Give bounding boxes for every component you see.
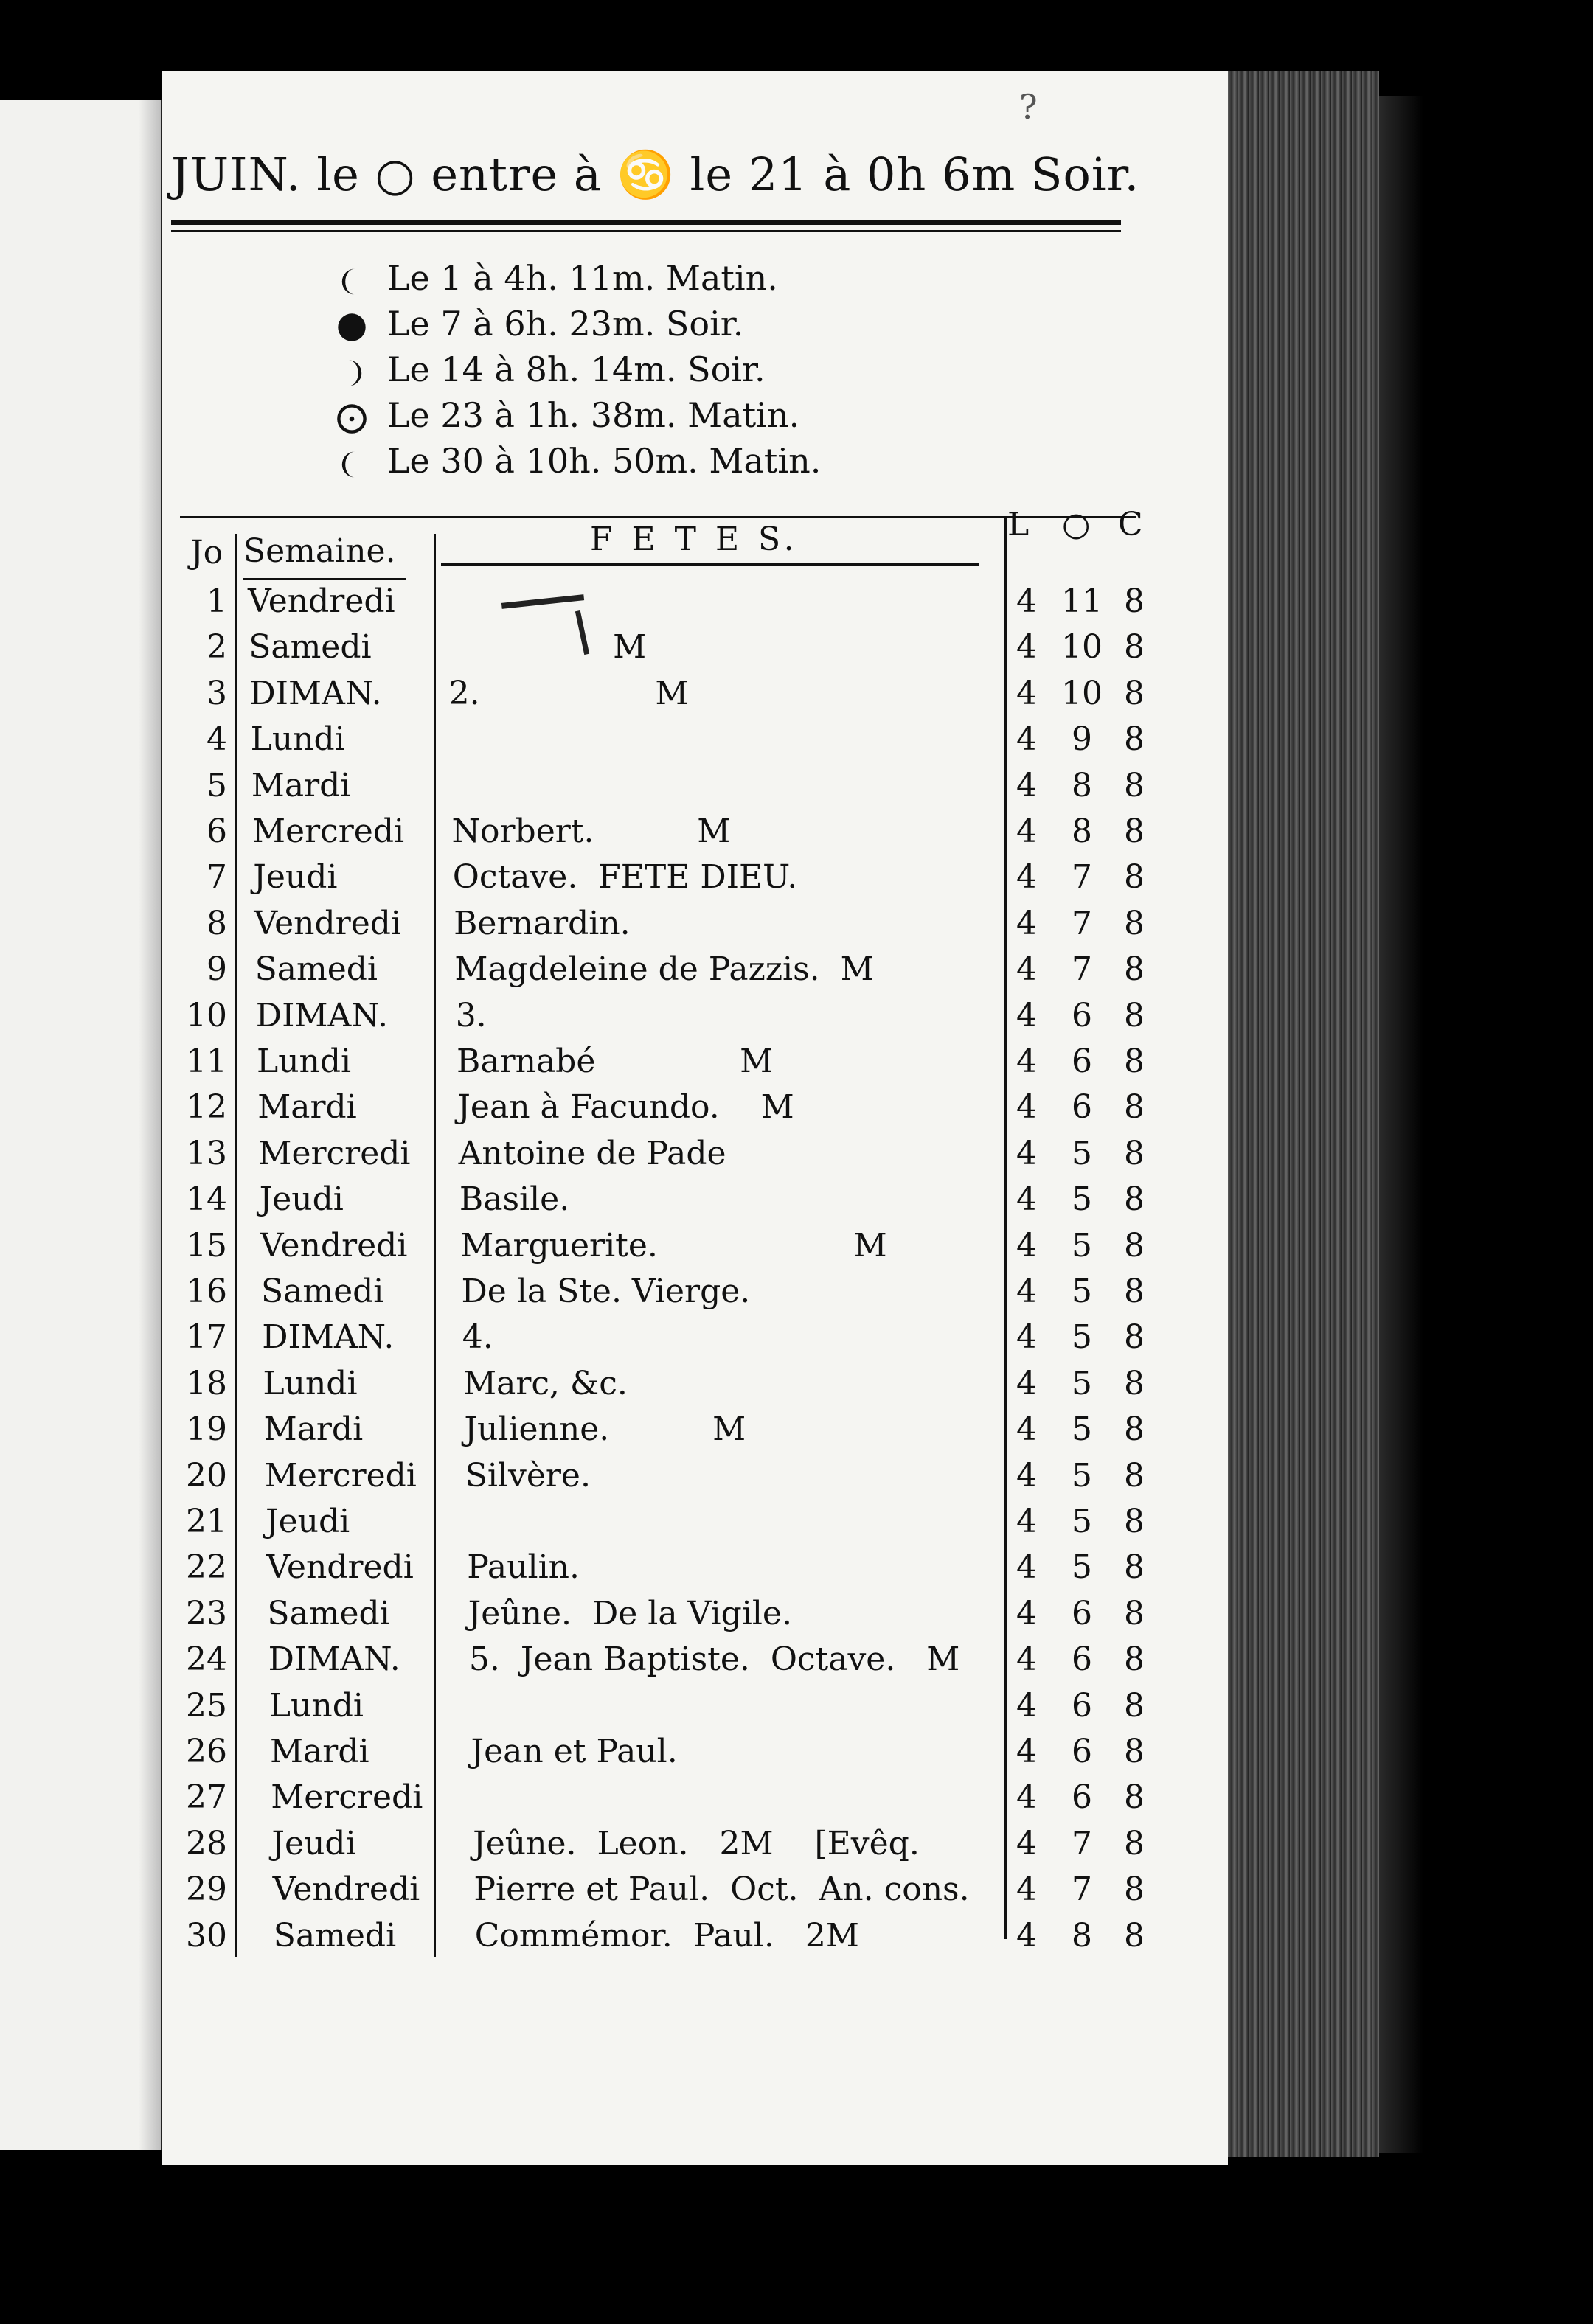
weekday: Jeudi [259, 1180, 344, 1219]
col-c-value: 8 [1124, 1364, 1145, 1402]
day-number: 17 [186, 1318, 227, 1357]
col-o-value: 5 [1072, 1456, 1092, 1495]
day-number: 8 [206, 904, 227, 942]
first-quarter-moon-icon [336, 357, 368, 389]
weekday: Vendredi [248, 582, 395, 620]
col-l-value: 4 [1016, 1226, 1037, 1264]
col-o-value: 5 [1072, 1180, 1092, 1219]
feast-text: Jeûne. Leon. 2M [Evêq. [473, 1824, 920, 1862]
day-number: 7 [206, 858, 227, 897]
moon-phase-text: Le 1 à 4h. 11m. Matin. [387, 258, 778, 298]
weekday: Mardi [257, 1088, 357, 1127]
col-l-value: 4 [1016, 1088, 1037, 1127]
col-o-value: 9 [1072, 720, 1092, 759]
header-week-underline [243, 578, 406, 580]
table-row [0, 1227, 1180, 1273]
col-c-value: 8 [1124, 1410, 1145, 1449]
table-row [0, 1318, 1180, 1364]
weekday: Vendredi [266, 1548, 414, 1587]
weekday: Samedi [249, 628, 372, 667]
col-o-value: 7 [1072, 858, 1092, 897]
feast-text: 3. [455, 996, 487, 1034]
feast-text: Bernardin. [454, 904, 631, 942]
day-number: 16 [186, 1273, 227, 1310]
col-c-value: 8 [1124, 582, 1145, 620]
col-c-value: 8 [1124, 766, 1145, 804]
weekday: Mardi [263, 1410, 364, 1449]
title-rule [171, 220, 1121, 225]
book-page-edges [1228, 71, 1379, 2157]
table-row [0, 1871, 1180, 1916]
table-top-rule [180, 516, 1136, 518]
weekday: Vendredi [260, 1226, 408, 1264]
day-number: 25 [186, 1686, 227, 1725]
col-l-value: 4 [1016, 813, 1037, 850]
col-l-value: 4 [1016, 582, 1037, 620]
page-title: JUIN. le ○ entre à ♋ le 21 à 0h 6m Soir. [171, 147, 1140, 201]
table-row [0, 1135, 1180, 1180]
col-c-value: 8 [1124, 628, 1145, 667]
table-row [0, 1410, 1180, 1456]
col-l-value: 4 [1016, 950, 1037, 989]
day-number: 30 [186, 1916, 227, 1955]
col-c-value: 8 [1124, 1916, 1145, 1955]
col-o-value: 7 [1072, 950, 1092, 989]
weekday: Samedi [254, 950, 378, 989]
feast-text: Octave. FETE DIEU. [452, 858, 798, 897]
weekday: Lundi [250, 720, 345, 759]
weekday: Mercredi [271, 1778, 423, 1817]
col-c-value: 8 [1124, 720, 1145, 759]
last-quarter-moon-icon [336, 448, 368, 481]
table-row [0, 1595, 1180, 1641]
col-l-value: 4 [1016, 1594, 1037, 1632]
col-l-value: 4 [1016, 1503, 1037, 1540]
col-o-value: 8 [1072, 766, 1092, 804]
col-l-value: 4 [1016, 1043, 1037, 1080]
weekday: Mardi [251, 766, 351, 804]
col-c-value: 8 [1124, 950, 1145, 989]
new-moon-icon [336, 311, 368, 344]
col-c-value: 8 [1124, 1503, 1145, 1540]
weekday: Lundi [257, 1043, 352, 1080]
col-o-value: 5 [1072, 1364, 1092, 1402]
weekday: DIMAN. [255, 996, 388, 1034]
day-number: 6 [206, 813, 227, 850]
day-number: 20 [186, 1456, 227, 1495]
table-row [0, 767, 1180, 813]
day-number: 22 [186, 1548, 227, 1587]
col-l-value: 4 [1016, 1686, 1037, 1725]
col-l-value: 4 [1016, 858, 1037, 897]
title-rule-thin [171, 230, 1121, 232]
weekday: DIMAN. [249, 674, 382, 712]
feast-text: Magdeleine de Pazzis. M [454, 950, 874, 989]
header-fetes: F E T E S. [590, 521, 799, 558]
col-l-value: 4 [1016, 720, 1037, 759]
day-number: 15 [186, 1226, 227, 1264]
header-o: ○ [1062, 506, 1091, 543]
col-l-value: 4 [1016, 996, 1037, 1034]
table-row [0, 813, 1180, 858]
day-number: 13 [186, 1134, 227, 1172]
day-number: 12 [186, 1088, 227, 1127]
col-c-value: 8 [1124, 996, 1145, 1034]
col-o-value: 6 [1072, 1641, 1092, 1679]
moon-phase-text: Le 30 à 10h. 50m. Matin. [387, 441, 822, 481]
feast-text: 5. Jean Baptiste. Octave. M [468, 1641, 960, 1679]
col-c-value: 8 [1124, 1641, 1145, 1679]
feast-text: Jeûne. De la Vigile. [468, 1594, 792, 1632]
feast-text: Silvère. [465, 1456, 591, 1495]
col-l-value: 4 [1016, 628, 1037, 667]
col-c-value: 8 [1124, 1273, 1145, 1310]
feast-text: 4. [462, 1318, 493, 1357]
moon-phase-text: Le 23 à 1h. 38m. Matin. [387, 395, 800, 435]
day-number: 4 [206, 720, 227, 759]
pencil-mark: ? [1019, 87, 1038, 127]
table-row [0, 858, 1180, 904]
header-week: Semaine. [243, 532, 396, 570]
col-c-value: 8 [1124, 674, 1145, 712]
table-row [0, 997, 1180, 1043]
day-number: 28 [186, 1824, 227, 1862]
day-number: 23 [186, 1594, 227, 1632]
feast-text: Norbert. M [451, 813, 731, 850]
col-l-value: 4 [1016, 1318, 1037, 1357]
weekday: DIMAN. [262, 1318, 395, 1357]
col-o-value: 8 [1072, 813, 1092, 850]
col-o-value: 6 [1072, 1088, 1092, 1127]
feast-text: Jean et Paul. [471, 1733, 678, 1770]
table-row [0, 1088, 1180, 1134]
weekday: Mercredi [252, 813, 405, 850]
moon-phase-text: Le 7 à 6h. 23m. Soir. [387, 304, 744, 344]
col-l-value: 4 [1016, 1134, 1037, 1172]
col-o-value: 10 [1061, 674, 1103, 712]
col-c-value: 8 [1124, 813, 1145, 850]
col-o-value: 6 [1072, 1594, 1092, 1632]
feast-text: Basile. [459, 1180, 570, 1219]
weekday: DIMAN. [268, 1641, 400, 1679]
feast-text: Jean à Facundo. M [457, 1088, 794, 1127]
table-row [0, 1917, 1180, 1963]
col-o-value: 6 [1072, 1686, 1092, 1725]
weekday: Jeudi [271, 1824, 356, 1862]
weekday: Jeudi [253, 858, 338, 897]
table-row [0, 720, 1180, 766]
day-number: 5 [206, 766, 227, 804]
day-number: 18 [186, 1364, 227, 1402]
weekday: Mercredi [258, 1134, 411, 1172]
weekday: Samedi [267, 1594, 390, 1632]
table-row [0, 905, 1180, 950]
table-row [0, 1825, 1180, 1871]
table-row [0, 582, 1180, 628]
col-o-value: 5 [1072, 1548, 1092, 1587]
header-fetes-underline [441, 563, 979, 566]
table-row [0, 1778, 1180, 1824]
col-c-value: 8 [1124, 1043, 1145, 1080]
col-c-value: 8 [1124, 1594, 1145, 1632]
feast-text: De la Ste. Vierge. [461, 1273, 751, 1310]
header-c: C [1118, 506, 1143, 543]
col-o-value: 6 [1072, 1733, 1092, 1770]
weekday: Mercredi [264, 1456, 417, 1495]
weekday: Samedi [273, 1916, 397, 1955]
feast-text: 2. M [448, 674, 689, 712]
table-row [0, 675, 1180, 720]
col-o-value: 6 [1072, 996, 1092, 1034]
col-c-value: 8 [1124, 1778, 1145, 1817]
col-l-value: 4 [1016, 1916, 1037, 1955]
col-l-value: 4 [1016, 1733, 1037, 1770]
col-c-value: 8 [1124, 1088, 1145, 1127]
col-o-value: 6 [1072, 1043, 1092, 1080]
header-l: L [1007, 506, 1030, 543]
col-o-value: 8 [1072, 1916, 1092, 1955]
col-c-value: 8 [1124, 1456, 1145, 1495]
weekday: Vendredi [272, 1871, 420, 1909]
moon-phase-text: Le 14 à 8h. 14m. Soir. [387, 349, 766, 389]
col-o-value: 5 [1072, 1273, 1092, 1310]
col-c-value: 8 [1124, 1733, 1145, 1770]
table-row [0, 950, 1180, 996]
day-number: 29 [186, 1871, 227, 1909]
col-o-value: 7 [1072, 1824, 1092, 1862]
weekday: Samedi [261, 1273, 384, 1310]
day-number: 10 [186, 996, 227, 1034]
feast-text: Paulin. [467, 1548, 580, 1587]
col-o-value: 6 [1072, 1778, 1092, 1817]
weekday: Jeudi [266, 1503, 350, 1540]
day-number: 11 [186, 1043, 227, 1080]
day-number: 3 [206, 674, 227, 712]
col-o-value: 11 [1061, 582, 1103, 620]
feast-text: Commémor. Paul. 2M [474, 1916, 859, 1955]
col-l-value: 4 [1016, 766, 1037, 804]
header-day: Jo [190, 534, 223, 571]
col-o-value: 10 [1061, 628, 1103, 667]
col-o-value: 7 [1072, 904, 1092, 942]
day-number: 21 [186, 1503, 227, 1540]
feast-text: Julienne. M [464, 1410, 746, 1449]
table-row [0, 628, 1180, 674]
col-l-value: 4 [1016, 1641, 1037, 1679]
book-cover-edge [1379, 96, 1423, 2153]
col-l-value: 4 [1016, 1364, 1037, 1402]
weekday: Lundi [268, 1686, 364, 1725]
feast-text: Pierre et Paul. Oct. An. cons. [473, 1871, 970, 1909]
feast-text: Antoine de Pade [458, 1134, 726, 1172]
table-row [0, 1043, 1180, 1088]
col-o-value: 5 [1072, 1410, 1092, 1449]
col-c-value: 8 [1124, 1824, 1145, 1862]
feast-text: M [448, 628, 647, 667]
col-l-value: 4 [1016, 1778, 1037, 1817]
day-number: 26 [186, 1733, 227, 1770]
day-number: 9 [206, 950, 227, 989]
col-c-value: 8 [1124, 858, 1145, 897]
col-c-value: 8 [1124, 1548, 1145, 1587]
feast-text: Marc, &c. [463, 1364, 628, 1402]
col-l-value: 4 [1016, 674, 1037, 712]
col-l-value: 4 [1016, 1180, 1037, 1219]
feast-text: Barnabé M [457, 1043, 774, 1080]
col-c-value: 8 [1124, 1180, 1145, 1219]
table-row [0, 1733, 1180, 1778]
table-row [0, 1457, 1180, 1503]
day-number: 14 [186, 1180, 227, 1219]
col-l-value: 4 [1016, 1410, 1037, 1449]
day-number: 2 [206, 628, 227, 667]
col-l-value: 4 [1016, 1871, 1037, 1909]
feast-text: Marguerite. M [460, 1226, 887, 1264]
col-o-value: 7 [1072, 1871, 1092, 1909]
col-l-value: 4 [1016, 1824, 1037, 1862]
table-row [0, 1180, 1180, 1226]
last-quarter-moon-icon [336, 265, 368, 298]
col-o-value: 5 [1072, 1134, 1092, 1172]
day-number: 19 [186, 1410, 227, 1449]
col-o-value: 5 [1072, 1318, 1092, 1357]
table-row [0, 1548, 1180, 1594]
col-l-value: 4 [1016, 904, 1037, 942]
col-c-value: 8 [1124, 904, 1145, 942]
table-row [0, 1641, 1180, 1686]
col-l-value: 4 [1016, 1456, 1037, 1495]
table-row [0, 1365, 1180, 1410]
day-number: 1 [206, 582, 227, 620]
full-moon-icon [336, 403, 368, 435]
col-c-value: 8 [1124, 1686, 1145, 1725]
col-c-value: 8 [1124, 1318, 1145, 1357]
col-l-value: 4 [1016, 1548, 1037, 1587]
weekday: Mardi [270, 1733, 369, 1770]
col-o-value: 5 [1072, 1226, 1092, 1264]
table-row [0, 1273, 1180, 1318]
col-l-value: 4 [1016, 1273, 1037, 1310]
day-number: 27 [186, 1778, 227, 1817]
weekday: Lundi [263, 1364, 358, 1402]
table-row [0, 1687, 1180, 1733]
col-c-value: 8 [1124, 1134, 1145, 1172]
day-number: 24 [186, 1641, 227, 1679]
weekday: Vendredi [254, 904, 401, 942]
col-c-value: 8 [1124, 1226, 1145, 1264]
col-o-value: 5 [1072, 1503, 1092, 1540]
table-row [0, 1503, 1180, 1548]
col-c-value: 8 [1124, 1871, 1145, 1909]
